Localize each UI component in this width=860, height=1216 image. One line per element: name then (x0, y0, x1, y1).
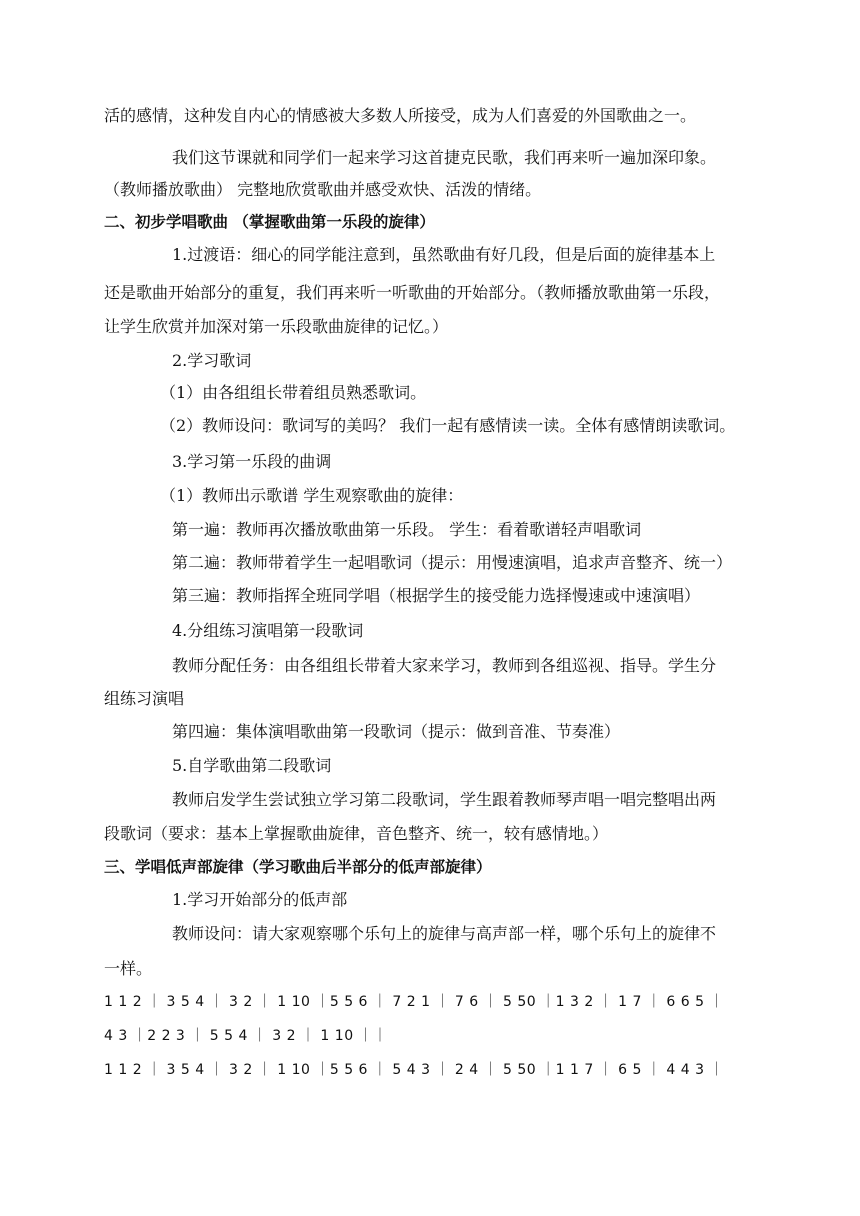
notation-line: 4 3 ｜2 2 3 ｜ 5 5 4 ｜ 3 2 ｜ 1 10 ｜｜ (104, 1028, 388, 1044)
subheading: 3.学习第一乐段的曲调 (172, 452, 332, 471)
paragraph-line: 第四遍：集体演唱歌曲第一段歌词（提示：做到音准、节奏准） (172, 722, 621, 741)
subheading: 2.学习歌词 (172, 351, 252, 370)
paragraph-line: （1）由各组组长带着组员熟悉歌词。 (160, 383, 427, 402)
notation-line: 1 1 2 ｜ 3 5 4 ｜ 3 2 ｜ 1 10 ｜5 5 6 ｜ 5 4 3 ｜ 2 4 ｜ 5 50 ｜1 1 7 ｜ 6 5 ｜ 4 4 3 ｜ (104, 1062, 724, 1078)
paragraph-line: （1）教师出示歌谱 学生观察歌曲的旋律： (160, 486, 464, 505)
paragraph-line: 一样。 (104, 959, 153, 978)
paragraph-line: （2）教师设问：歌词写的美吗？ 我们一起有感情读一读。全体有感情朗读歌词。 (160, 416, 736, 435)
paragraph-line: 第二遍：教师带着学生一起唱歌词（提示：用慢速演唱，追求声音整齐、统一） (172, 553, 733, 572)
section-heading: 二、初步学唱歌曲 （掌握歌曲第一乐段的旋律） (104, 213, 435, 231)
paragraph-line: 第三遍：教师指挥全班同学唱（根据学生的接受能力选择慢速或中速演唱） (172, 586, 701, 605)
paragraph-line: 教师启发学生尝试独立学习第二段歌词，学生跟着教师琴声唱一唱完整唱出两 (172, 790, 717, 809)
paragraph-line: 段歌词（要求：基本上掌握歌曲旋律，音色整齐、统一，较有感情地。） (104, 824, 609, 843)
notation-line: 1 1 2 ｜ 3 5 4 ｜ 3 2 ｜ 1 10 ｜5 5 6 ｜ 7 2 1 ｜ 7 6 ｜ 5 50 ｜1 3 2 ｜ 1 7 ｜ 6 6 5 ｜ (104, 994, 724, 1010)
subheading: 4.分组练习演唱第一段歌词 (172, 621, 364, 640)
paragraph-line: 还是歌曲开始部分的重复，我们再来听一听歌曲的开始部分。（教师播放歌曲第一乐段， (104, 283, 721, 302)
paragraph-line: 组练习演唱 (104, 689, 185, 708)
paragraph-line: 让学生欣赏并加深对第一乐段歌曲旋律的记忆。） (104, 317, 449, 336)
paragraph-line: 教师设问：请大家观察哪个乐句上的旋律与高声部一样，哪个乐句上的旋律不 (172, 924, 717, 943)
paragraph-line: 我们这节课就和同学们一起来学习这首捷克民歌，我们再来听一遍加深印象。 (172, 148, 717, 167)
paragraph-line: （教师播放歌曲） 完整地欣赏歌曲并感受欢快、活泼的情绪。 (104, 180, 542, 199)
paragraph-line: 1.过渡语：细心的同学能注意到，虽然歌曲有好几段，但是后面的旋律基本上 (172, 245, 716, 264)
paragraph-line: 第一遍：教师再次播放歌曲第一乐段。 学生：看着歌谱轻声唱歌词 (172, 520, 642, 539)
subheading: 1.学习开始部分的低声部 (172, 890, 348, 909)
paragraph-line: 活的感情，这种发自内心的情感被大多数人所接受，成为人们喜爱的外国歌曲之一。 (104, 106, 697, 125)
paragraph-line: 教师分配任务：由各组组长带着大家来学习，教师到各组巡视、指导。学生分 (172, 656, 717, 675)
section-heading: 三、学唱低声部旋律（学习歌曲后半部分的低声部旋律） (104, 858, 492, 876)
subheading: 5.自学歌曲第二段歌词 (172, 756, 332, 775)
